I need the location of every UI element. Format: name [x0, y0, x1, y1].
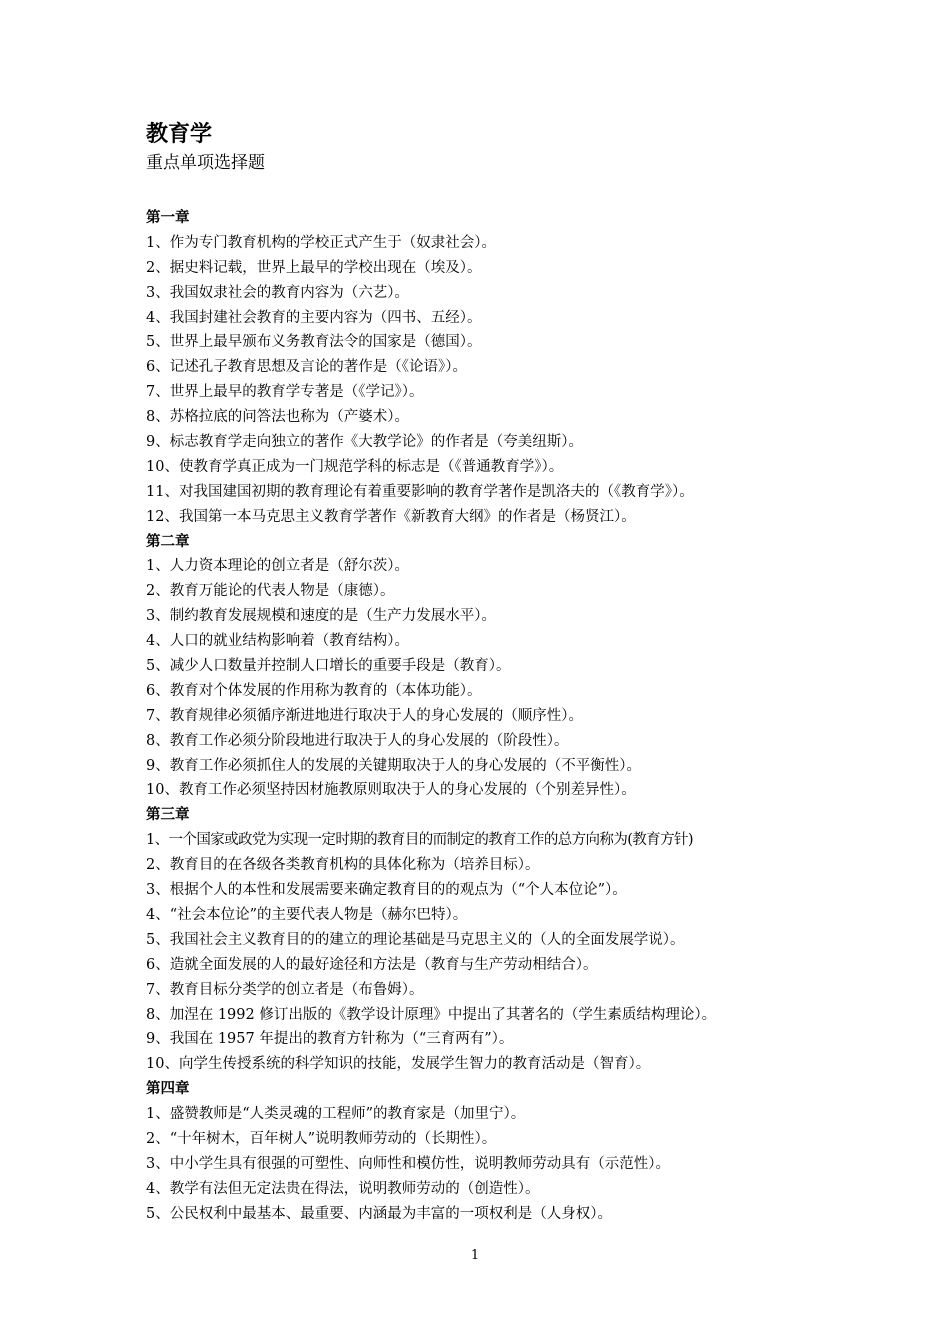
question-item: 9、标志教育学走向独立的著作《大教学论》的作者是（夸美纽斯）。	[146, 434, 583, 451]
question-item: 6、记述孔子教育思想及言论的著作是（《论语》）。	[146, 359, 467, 376]
document-title: 教育学	[146, 122, 213, 147]
question-item: 7、世界上最早的教育学专著是（《学记》）。	[146, 384, 424, 401]
question-item: 3、制约教育发展规模和速度的是（生产力发展水平）。	[146, 608, 496, 625]
chapter-section-1	[146, 206, 826, 530]
question-item: 1、一个国家或政党为实现一定时期的教育目的而制定的教育工作的总方向称为(教育方针)	[146, 832, 693, 849]
question-item: 1、人力资本理论的创立者是（舒尔茨）。	[146, 558, 409, 575]
question-item: 4、“社会本位论”的主要代表人物是（赫尔巴特）。	[146, 906, 468, 923]
question-item: 5、我国社会主义教育目的的建立的理论基础是马克思主义的（人的全面发展学说）。	[146, 931, 685, 948]
chapter-heading: 第一章	[146, 210, 190, 226]
chapter-section-4	[146, 1077, 826, 1226]
chapter-section-2	[146, 530, 826, 804]
question-item: 12、我国第一本马克思主义教育学著作《新教育大纲》的作者是（杨贤江）。	[146, 508, 636, 525]
question-item: 6、造就全面发展的人的最好途径和方法是（教育与生产劳动相结合）。	[146, 956, 598, 973]
question-item: 9、教育工作必须抓住人的发展的关键期取决于人的身心发展的（不平衡性）。	[146, 757, 641, 774]
question-item: 8、加涅在 1992 修订出版的《教学设计原理》中提出了其著名的（学生素质结构理论）。	[146, 1006, 717, 1023]
question-item: 4、我国封建社会教育的主要内容为（四书、五经）。	[146, 309, 482, 326]
question-item: 10、教育工作必须坚持因材施教原则取决于人的身心发展的（个别差异性）。	[146, 782, 636, 799]
question-item: 3、中小学生具有很强的可塑性、向师性和模仿性，说明教师劳动具有（示范性）。	[146, 1155, 670, 1172]
question-item: 5、减少人口数量并控制人口增长的重要手段是（教育）。	[146, 658, 511, 675]
question-item: 11、对我国建国初期的教育理论有着重要影响的教育学著作是凯洛夫的（《教育学》）。	[146, 483, 694, 500]
question-item: 1、盛赞教师是“人类灵魂的工程师”的教育家是（加里宁）。	[146, 1106, 526, 1123]
question-item: 4、教学有法但无定法贵在得法，说明教师劳动的（创造性）。	[146, 1180, 540, 1197]
question-item: 2、据史料记载，世界上最早的学校出现在（埃及）。	[146, 259, 482, 276]
question-item: 3、根据个人的本性和发展需要来确定教育目的的观点为（“个人本位论”）。	[146, 882, 627, 899]
question-item: 9、我国在 1957 年提出的教育方针称为（“三育两有”）。	[146, 1031, 514, 1048]
question-item: 8、教育工作必须分阶段地进行取决于人的身心发展的（阶段性）。	[146, 732, 569, 749]
question-item: 10、使教育学真正成为一门规范学科的标志是（《普通教育学》）。	[146, 458, 564, 475]
question-item: 8、苏格拉底的问答法也称为（产婆术）。	[146, 409, 409, 426]
question-item: 2、“十年树木，百年树人”说明教师劳动的（长期性）。	[146, 1130, 497, 1147]
document-body	[146, 120, 826, 1227]
chapter-heading: 第三章	[146, 807, 190, 824]
question-item: 6、教育对个体发展的作用称为教育的（本体功能）。	[146, 682, 482, 699]
page-number: 1	[470, 1248, 480, 1263]
chapter-heading: 第四章	[146, 1081, 190, 1098]
question-item: 10、向学生传授系统的科学知识的技能，发展学生智力的教育活动是（智育）。	[146, 1056, 651, 1073]
question-item: 7、教育规律必须循序渐进地进行取决于人的身心发展的（顺序性）。	[146, 707, 583, 724]
question-item: 7、教育目标分类学的创立者是（布鲁姆）。	[146, 981, 424, 998]
document-subtitle: 重点单项选择题	[146, 153, 265, 173]
question-item: 5、世界上最早颁布义务教育法令的国家是（德国）。	[146, 334, 482, 351]
chapter-heading: 第二章	[146, 533, 190, 550]
question-item: 3、我国奴隶社会的教育内容为（六艺）。	[146, 284, 409, 301]
question-item: 5、公民权利中最基本、最重要、内涵最为丰富的一项权利是（人身权）。	[146, 1205, 612, 1222]
question-item: 2、教育目的在各级各类教育机构的具体化称为（培养目标）。	[146, 857, 540, 874]
question-item: 2、教育万能论的代表人物是（康德）。	[146, 583, 395, 600]
chapter-section-3	[146, 803, 826, 1077]
question-item: 1、作为专门教育机构的学校正式产生于（奴隶社会）。	[146, 234, 496, 251]
question-item: 4、人口的就业结构影响着（教育结构）。	[146, 633, 409, 650]
